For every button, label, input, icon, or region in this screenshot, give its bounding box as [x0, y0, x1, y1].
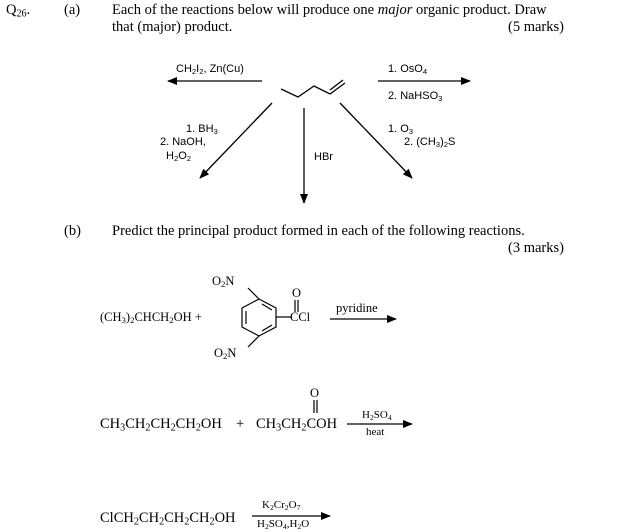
- part-a-instruction-line2: that (major) product.: [112, 19, 233, 35]
- reaction2-reactant1: $CH_3CH_2CH_2CH_2OH$: [100, 416, 222, 434]
- reagent-lower-left-2: 2. NaOH,: [160, 136, 206, 148]
- reaction2-reactant2: $CH_3CH_2COH$: [256, 416, 338, 434]
- reagent-down: HBr: [314, 151, 333, 163]
- reaction2-carbonyl-o: O: [310, 386, 320, 400]
- arrow-lower-left: [200, 103, 272, 178]
- part-b-label: (b): [64, 223, 81, 239]
- reaction1-carbonyl-o: O: [292, 286, 302, 300]
- carbonyl-bond-2: [314, 400, 317, 413]
- reaction2-plus: +: [236, 416, 245, 432]
- reagent-lower-right-1: 1. $O_3$: [388, 123, 414, 136]
- part-b-marks: (3 marks): [508, 240, 564, 256]
- reaction3-reagent-top: $K_2Cr_2O_7$: [262, 499, 301, 512]
- reaction1-reagent: pyridine: [336, 301, 378, 315]
- reaction1-no2-bottom: $O_2N$: [214, 346, 237, 362]
- part-b-instruction: Predict the principal product formed in each of the following reactions.: [112, 223, 525, 239]
- reagent-right-2: 2. NaHSO$_3$: [388, 90, 443, 103]
- part-a-instruction-line1: Each of the reactions below will produce one major organic product. Draw: [112, 2, 547, 18]
- reaction3-reactant: $ClCH_2CH_2CH_2CH_2OH$: [100, 510, 236, 528]
- arrow-lower-right: [340, 103, 412, 178]
- reagent-right-1: 1. OsO$_4$: [388, 63, 428, 76]
- reaction1-reactant: $(CH_3)_2CHCH_2OH$ +: [100, 310, 202, 326]
- reagent-lower-left-3: $H_2O_2$: [166, 150, 192, 163]
- part-a-label: (a): [64, 2, 81, 18]
- reaction1-ccl: CCl: [290, 310, 311, 324]
- alkene-skeleton: [281, 80, 345, 97]
- reaction3-reagent-bottom: $H_2SO_4,H_2O$: [257, 518, 310, 531]
- reaction2-condition: heat: [366, 426, 385, 438]
- reagent-lower-left-1: 1. $BH_3$: [186, 123, 218, 136]
- reaction1-no2-top: $O_2N$: [212, 274, 235, 290]
- question-number: $Q_{26}$.: [6, 2, 31, 20]
- reaction2-reagent: $H_2SO_4$: [362, 409, 392, 422]
- reagent-lower-right-2: 2. $(CH_3)_2S$: [404, 136, 456, 149]
- part-a-marks: (5 marks): [508, 19, 564, 35]
- reagent-left: $CH_2I_2$, Zn(Cu): [176, 63, 244, 76]
